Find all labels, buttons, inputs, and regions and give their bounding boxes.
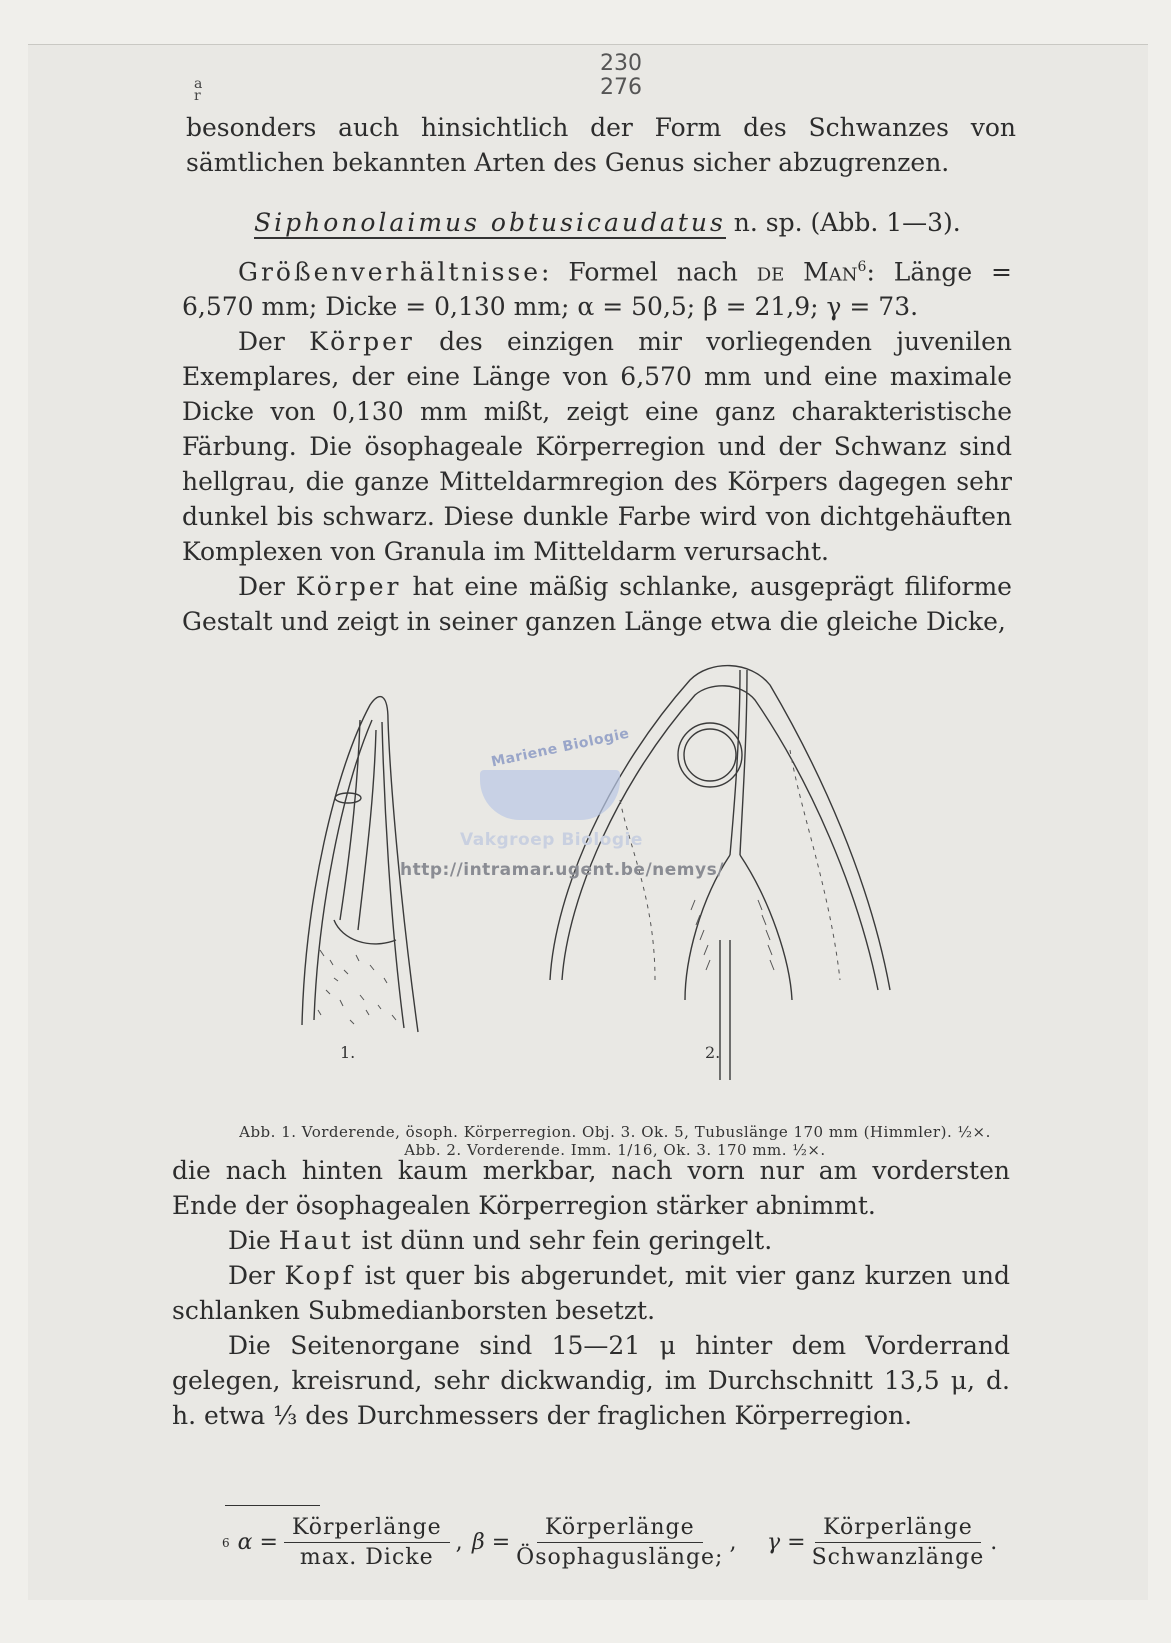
alpha-fraction xyxy=(284,1515,450,1570)
body2-prefix: Der xyxy=(238,572,296,602)
beta-denominator: Ösophaguslänge; xyxy=(516,1545,724,1570)
gamma-denominator: Schwanzlänge xyxy=(811,1545,985,1570)
caption-line-1: Abb. 1. Vorderende, ösoph. Körperregion. Obj. 3. Ok. 5, Tubuslänge 170 mm (Himmler). ½×. xyxy=(239,1123,991,1141)
beta-separator: , xyxy=(729,1530,737,1555)
footnote-ref: 6 xyxy=(857,259,867,275)
gamma-fraction xyxy=(812,1515,985,1570)
intro-text: besonders auch hinsichtlich der Form des Schwanzes von sämtlichen bekannten Arten des Genus sicher abzugrenzen. xyxy=(186,113,1016,177)
page-number-top: 230 xyxy=(600,51,642,76)
kopf-label: Kopf xyxy=(284,1261,355,1290)
body-paragraph-2 xyxy=(182,569,1012,639)
kopf-text: ist quer bis abgerundet, mit vier ganz kurzen und schlanken Submedianborsten besetzt. xyxy=(172,1261,1010,1325)
body-paragraph-1 xyxy=(182,324,1012,569)
proportions-label: Größenverhältnisse xyxy=(238,257,542,287)
gamma-symbol: γ = xyxy=(767,1530,806,1555)
species-name: Siphonolaimus obtusicaudatus xyxy=(254,208,726,237)
caption-line-2: Abb. 2. Vorderende. Imm. 1/16, Ok. 3. 170 mm. ½×. xyxy=(404,1141,826,1159)
watermark-top: Mariene Biologie xyxy=(489,725,631,771)
proportions-text-b: : Länge = 6,570 mm; Dicke = 0,130 mm; α = 50,5; β = 21,9; γ = 73. xyxy=(182,257,1012,322)
corner-mark: r xyxy=(194,88,201,104)
alpha-separator: , xyxy=(455,1530,463,1555)
author-name: de Man xyxy=(756,257,858,287)
proportions-paragraph xyxy=(182,250,1012,324)
lower-text-block xyxy=(172,1153,1010,1433)
watermark-ship-icon xyxy=(480,770,620,820)
beta-symbol: β = xyxy=(472,1530,511,1555)
body1-text: des einzigen mir vorliegenden juvenilen Exemplares, der eine Länge von 6,570 mm und eine maximale Dicke von 0,130 mm mißt, zeigt eine ganz charakteristische Färbung. Die ösophageale Körperregion und der Schwanz sind hellgrau, die ganze Mitteldarmregion des Körpers dagegen sehr dunkel bis schwarz. Diese dunkle Farbe wird von dichtgehäuften Komplexen von Granula im Mitteldarm verursacht. xyxy=(182,327,1012,567)
footnote-alpha xyxy=(222,1515,463,1570)
footnote-rule xyxy=(225,1505,320,1506)
watermark-url: http://intramar.ugent.be/nemys/ xyxy=(400,860,724,880)
beta-fraction xyxy=(516,1515,723,1570)
figure-label-1: 1. xyxy=(340,1043,356,1062)
footnote xyxy=(222,1515,1042,1585)
haut-label: Haut xyxy=(278,1226,354,1255)
haut-paragraph xyxy=(172,1223,1010,1258)
corner-marks xyxy=(194,78,202,102)
gamma-numerator: Körperlänge xyxy=(815,1515,981,1543)
kopf-prefix: Der xyxy=(228,1261,285,1290)
body1-prefix: Der xyxy=(238,327,310,357)
gamma-separator: . xyxy=(990,1530,998,1555)
alpha-symbol: α = xyxy=(237,1530,278,1555)
alpha-denominator: max. Dicke xyxy=(299,1545,434,1570)
nematode-figure xyxy=(300,660,1070,1100)
main-text-block xyxy=(182,250,1012,639)
page-number-bottom: 276 xyxy=(600,75,642,100)
proportions-text-a: : Formel nach xyxy=(541,257,757,287)
figure-label-2: 2. xyxy=(705,1043,721,1062)
watermark-middle: Vakgroep Biologie xyxy=(460,830,643,850)
species-heading xyxy=(254,205,961,241)
corner-mark: a xyxy=(194,76,203,92)
page-number xyxy=(600,52,642,100)
beta-numerator: Körperlänge xyxy=(537,1515,703,1543)
kopf-paragraph xyxy=(172,1258,1010,1328)
intro-paragraph xyxy=(186,110,1016,180)
body2-text: hat eine mäßig schlanke, ausgeprägt filiforme Gestalt und zeigt in seiner ganzen Länge etwa die gleiche Dicke, xyxy=(182,572,1012,637)
haut-prefix: Die xyxy=(228,1226,279,1255)
footnote-mark: 6 xyxy=(222,1535,230,1550)
haut-text: ist dünn und sehr fein geringelt. xyxy=(353,1226,773,1255)
body1-label: Körper xyxy=(309,327,415,357)
footnote-beta xyxy=(472,1515,736,1570)
seitenorgane-paragraph: Die Seitenorgane sind 15—21 μ hinter dem Vorderrand gelegen, kreisrund, sehr dickwandig, im Durchschnitt 13,5 μ, d. h. etwa ⅓ des Durchmessers der fraglichen Körperregion. xyxy=(172,1331,1010,1430)
body2-label: Körper xyxy=(295,572,402,602)
heading-rest: n. sp. (Abb. 1—3). xyxy=(725,208,961,237)
body-paragraph-3: die nach hinten kaum merkbar, nach vorn nur am vordersten Ende der ösophagealen Körperregion stärker abnimmt. xyxy=(172,1156,1010,1220)
alpha-numerator: Körperlänge xyxy=(284,1515,450,1543)
footnote-gamma xyxy=(767,1515,997,1570)
